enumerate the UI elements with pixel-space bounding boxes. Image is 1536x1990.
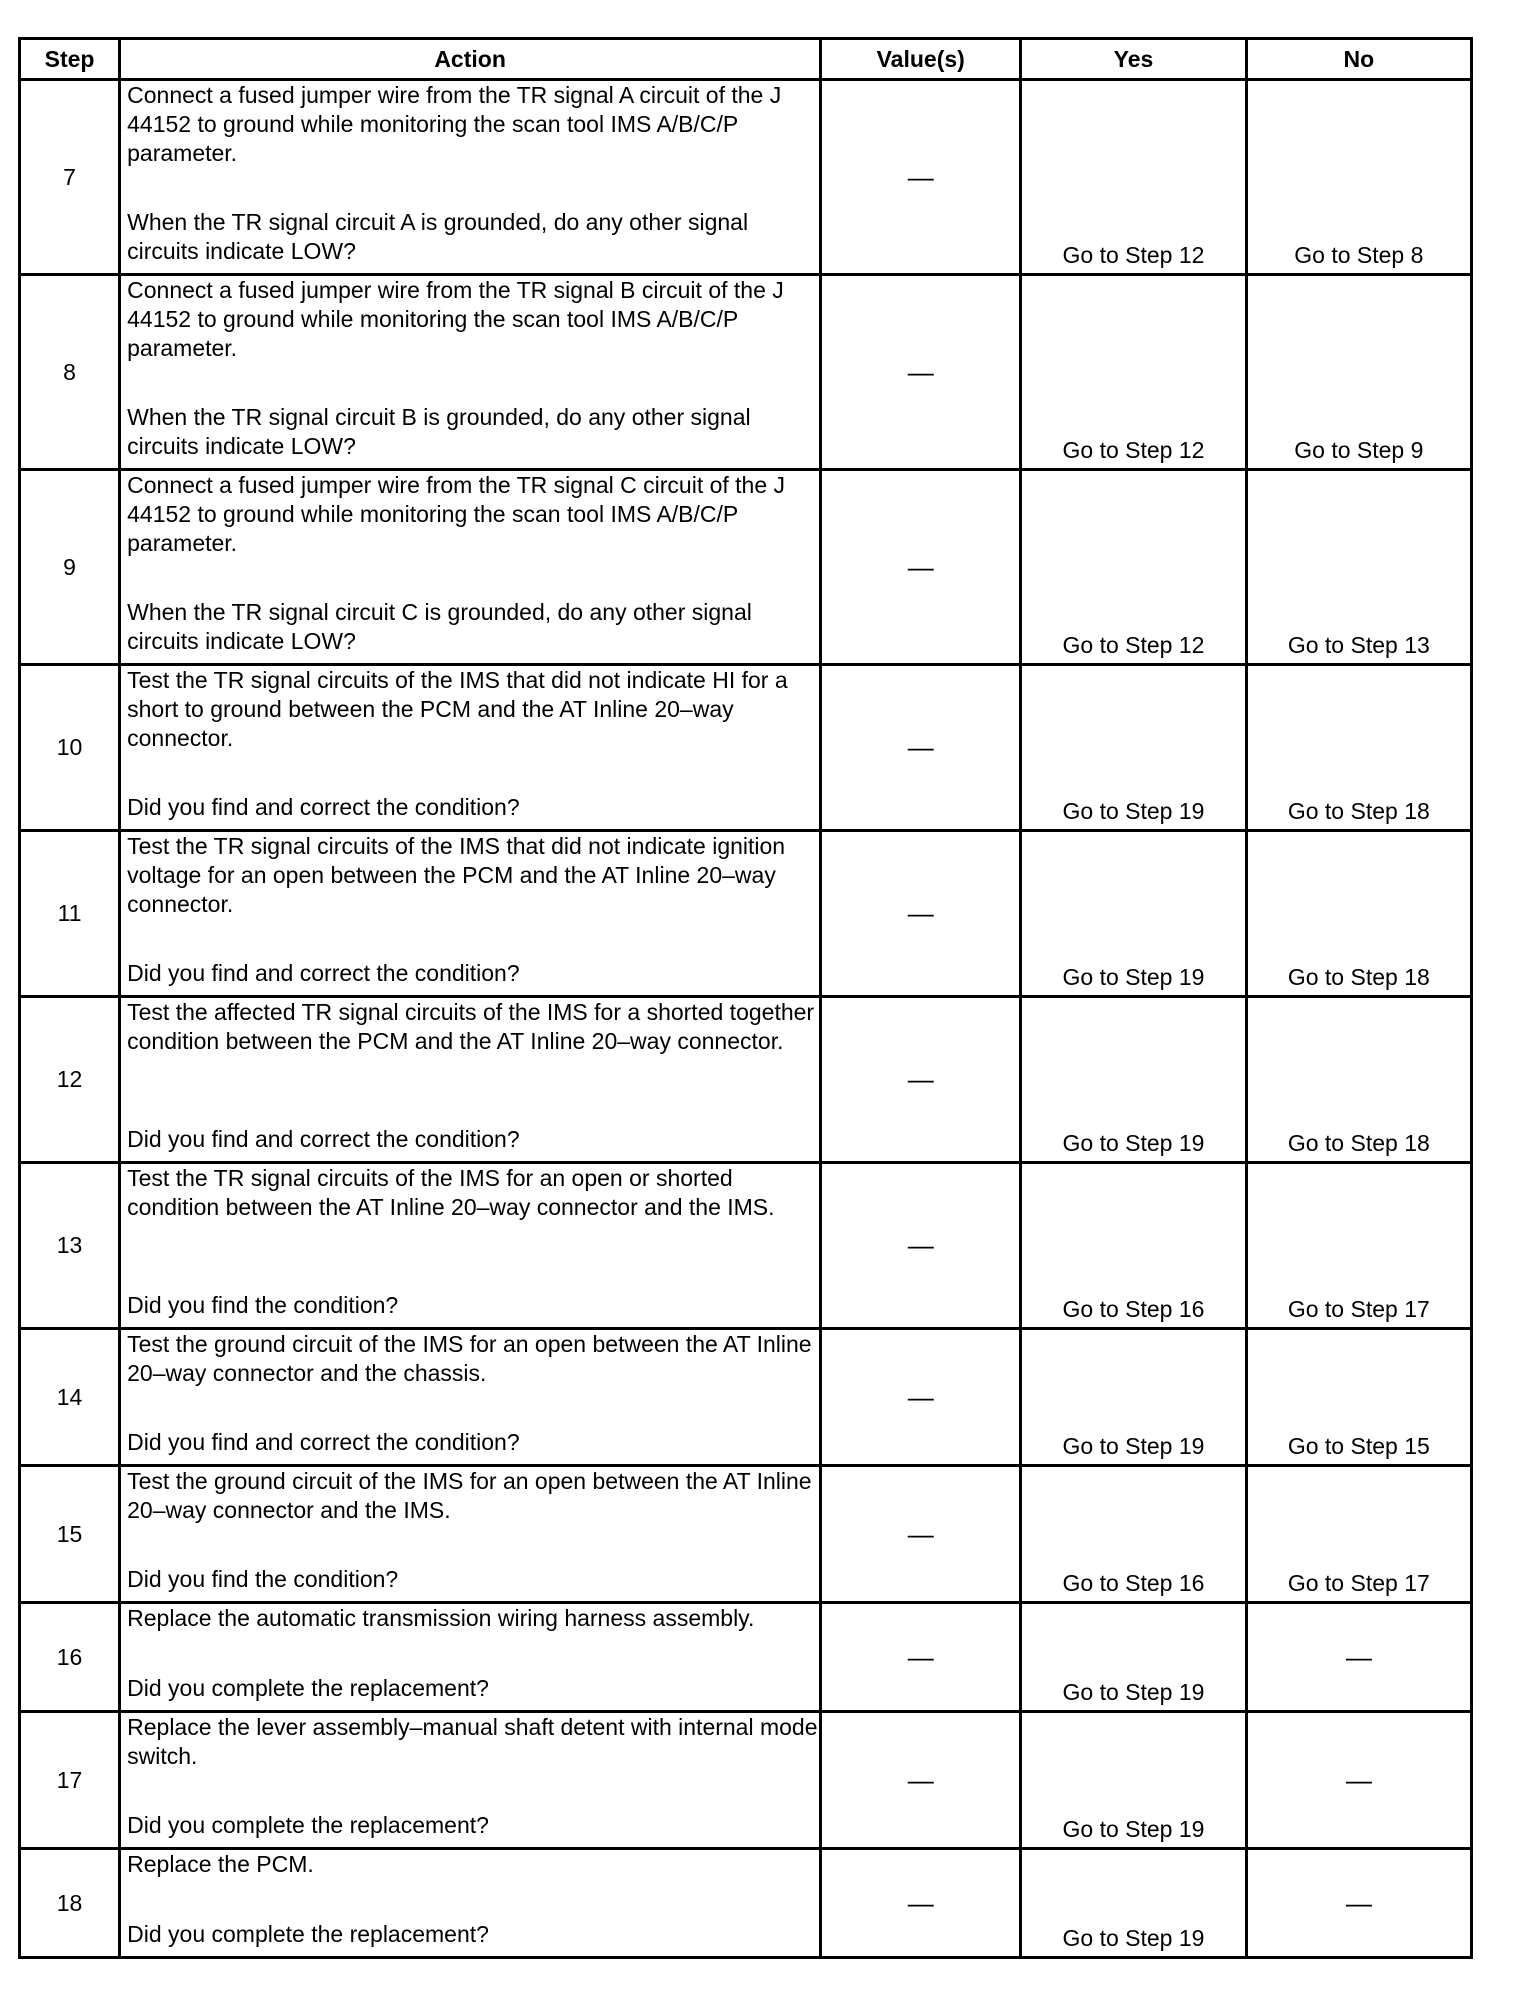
table-row — [20, 1329, 1472, 1466]
action-text: Connect a fused jumper wire from the TR signal A circuit of the J 44152 to ground while monitoring the scan tool IMS A/B/C/P parameter. — [127, 82, 782, 166]
yes-cell: Go to Step 19 — [1021, 831, 1246, 997]
no-cell: Go to Step 8 — [1246, 80, 1471, 275]
step-number: 9 — [20, 470, 120, 665]
table-row — [20, 470, 1472, 665]
yes-cell: Go to Step 12 — [1021, 470, 1246, 665]
no-cell: — — [1246, 1603, 1471, 1712]
action-text: Replace the lever assembly–manual shaft detent with internal mode switch. — [127, 1714, 818, 1769]
yes-cell: Go to Step 19 — [1021, 997, 1246, 1163]
action-text: Replace the PCM. — [127, 1851, 314, 1877]
action-question: Did you complete the replacement? — [127, 1921, 489, 1947]
action-text: Test the TR signal circuits of the IMS for an open or shorted condition between the AT Inline 20–way connector and the IMS. — [127, 1165, 775, 1220]
no-cell: Go to Step 18 — [1246, 831, 1471, 997]
action-text: Test the TR signal circuits of the IMS that did not indicate ignition voltage for an open between the PCM and the AT Inline 20–way connector. — [127, 833, 786, 917]
value-cell: — — [821, 470, 1021, 665]
header-no: No — [1246, 39, 1471, 80]
table-row — [20, 1849, 1472, 1958]
action-cell — [120, 80, 821, 275]
action-text: Test the ground circuit of the IMS for an open between the AT Inline 20–way connector and the IMS. — [127, 1468, 812, 1523]
action-question: Did you complete the replacement? — [127, 1812, 489, 1838]
value-cell: — — [821, 1329, 1021, 1466]
yes-cell: Go to Step 19 — [1021, 1603, 1246, 1712]
action-cell — [120, 831, 821, 997]
value-cell: — — [821, 831, 1021, 997]
no-cell: Go to Step 17 — [1246, 1163, 1471, 1329]
step-number: 17 — [20, 1712, 120, 1849]
action-question: Did you find the condition? — [127, 1566, 399, 1592]
action-question: Did you find and correct the condition? — [127, 1126, 520, 1152]
step-number: 11 — [20, 831, 120, 997]
value-cell: — — [821, 1712, 1021, 1849]
action-question: Did you find the condition? — [127, 1292, 399, 1318]
action-cell — [120, 275, 821, 470]
step-number: 13 — [20, 1163, 120, 1329]
action-question: Did you find and correct the condition? — [127, 794, 520, 820]
action-text: Replace the automatic transmission wiring harness assembly. — [127, 1605, 755, 1631]
header-yes: Yes — [1021, 39, 1246, 80]
yes-cell: Go to Step 19 — [1021, 1849, 1246, 1958]
action-cell — [120, 470, 821, 665]
no-cell: — — [1246, 1849, 1471, 1958]
header-action: Action — [120, 39, 821, 80]
value-cell: — — [821, 1466, 1021, 1603]
no-cell: — — [1246, 1712, 1471, 1849]
action-question: Did you find and correct the condition? — [127, 960, 520, 986]
action-cell — [120, 1466, 821, 1603]
table-row — [20, 997, 1472, 1163]
action-cell — [120, 1849, 821, 1958]
yes-cell: Go to Step 19 — [1021, 665, 1246, 831]
step-number: 10 — [20, 665, 120, 831]
action-text: Test the affected TR signal circuits of the IMS for a shorted together condition between the PCM and the AT Inline 20–way connector. — [127, 999, 815, 1054]
table-row — [20, 1163, 1472, 1329]
action-cell — [120, 665, 821, 831]
yes-cell: Go to Step 19 — [1021, 1712, 1246, 1849]
action-question: Did you complete the replacement? — [127, 1675, 489, 1701]
action-text: Test the ground circuit of the IMS for an open between the AT Inline 20–way connector and the chassis. — [127, 1331, 812, 1386]
no-cell: Go to Step 15 — [1246, 1329, 1471, 1466]
table-row — [20, 275, 1472, 470]
value-cell: — — [821, 80, 1021, 275]
table-header — [20, 39, 1472, 80]
value-cell: — — [821, 275, 1021, 470]
table-row — [20, 1603, 1472, 1712]
header-values: Value(s) — [821, 39, 1021, 80]
value-cell: — — [821, 665, 1021, 831]
yes-cell: Go to Step 16 — [1021, 1163, 1246, 1329]
action-text: Test the TR signal circuits of the IMS that did not indicate HI for a short to ground between the PCM and the AT Inline 20–way connector. — [127, 667, 788, 751]
step-number: 7 — [20, 80, 120, 275]
yes-cell: Go to Step 12 — [1021, 275, 1246, 470]
no-cell: Go to Step 17 — [1246, 1466, 1471, 1603]
no-cell: Go to Step 13 — [1246, 470, 1471, 665]
action-text: Connect a fused jumper wire from the TR signal B circuit of the J 44152 to ground while monitoring the scan tool IMS A/B/C/P parameter. — [127, 277, 784, 361]
action-cell — [120, 997, 821, 1163]
value-cell: — — [821, 1603, 1021, 1712]
no-cell: Go to Step 18 — [1246, 997, 1471, 1163]
header-row — [20, 39, 1472, 80]
step-number: 15 — [20, 1466, 120, 1603]
step-number: 8 — [20, 275, 120, 470]
yes-cell: Go to Step 16 — [1021, 1466, 1246, 1603]
step-number: 16 — [20, 1603, 120, 1712]
table-body — [20, 80, 1472, 1958]
action-question: When the TR signal circuit A is grounded, do any other signal circuits indicate LOW? — [127, 209, 749, 264]
step-number: 12 — [20, 997, 120, 1163]
no-cell: Go to Step 18 — [1246, 665, 1471, 831]
action-cell — [120, 1712, 821, 1849]
diagnostic-table — [18, 37, 1473, 1959]
table-row — [20, 1712, 1472, 1849]
table-row — [20, 80, 1472, 275]
action-cell — [120, 1163, 821, 1329]
action-cell — [120, 1603, 821, 1712]
action-cell — [120, 1329, 821, 1466]
header-step: Step — [20, 39, 120, 80]
yes-cell: Go to Step 12 — [1021, 80, 1246, 275]
value-cell: — — [821, 1163, 1021, 1329]
no-cell: Go to Step 9 — [1246, 275, 1471, 470]
table-row — [20, 665, 1472, 831]
table-row — [20, 1466, 1472, 1603]
action-text: Connect a fused jumper wire from the TR signal C circuit of the J 44152 to ground while monitoring the scan tool IMS A/B/C/P parameter. — [127, 472, 786, 556]
step-number: 14 — [20, 1329, 120, 1466]
value-cell: — — [821, 997, 1021, 1163]
action-question: When the TR signal circuit C is grounded, do any other signal circuits indicate LOW? — [127, 599, 752, 654]
step-number: 18 — [20, 1849, 120, 1958]
value-cell: — — [821, 1849, 1021, 1958]
yes-cell: Go to Step 19 — [1021, 1329, 1246, 1466]
action-question: Did you find and correct the condition? — [127, 1429, 520, 1455]
table-row — [20, 831, 1472, 997]
action-question: When the TR signal circuit B is grounded, do any other signal circuits indicate LOW? — [127, 404, 751, 459]
